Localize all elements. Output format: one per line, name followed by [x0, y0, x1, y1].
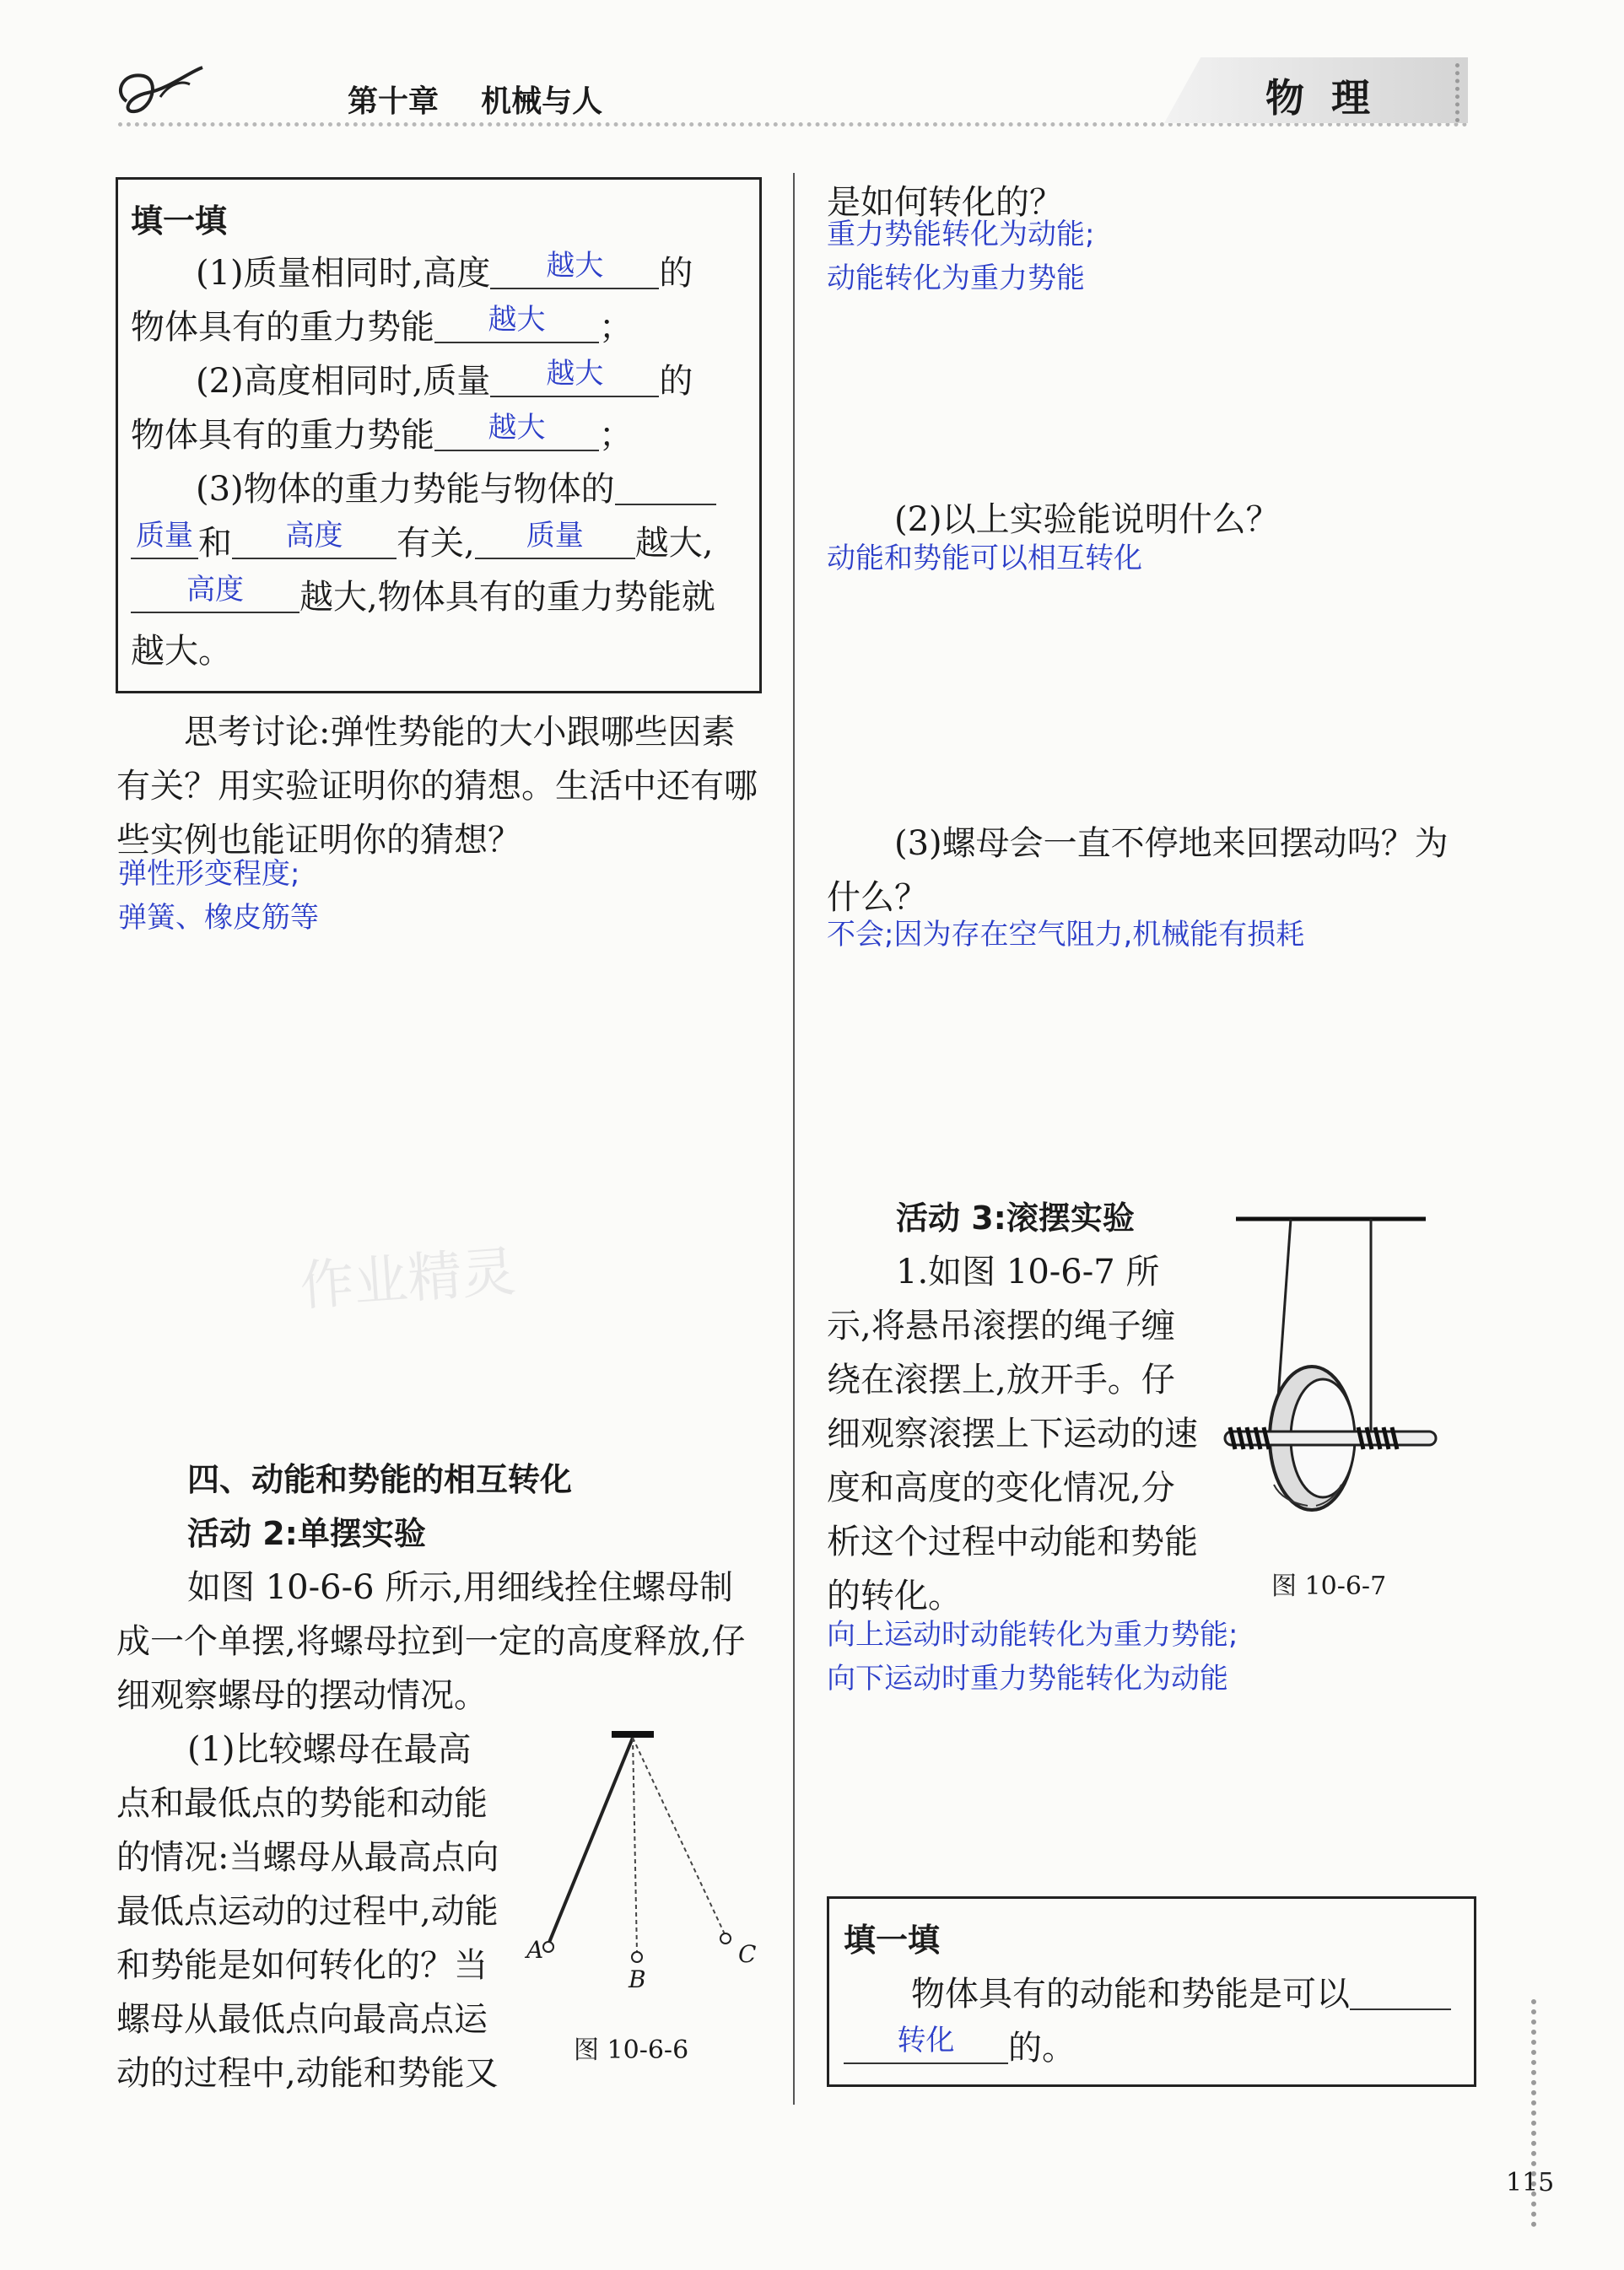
activity-2-title: 活动 2:单摆实验 — [187, 1515, 426, 1552]
blank-5[interactable]: 质量 — [131, 524, 198, 559]
question-3b: 什么？ — [827, 878, 928, 917]
box1-title: 填一填 — [131, 202, 228, 240]
blank-8[interactable]: 高度 — [131, 578, 299, 613]
discuss-line3: 些实例也能证明你的猜想？ — [116, 821, 521, 860]
answer-2: 动能和势能可以相互转化 — [827, 542, 1142, 575]
section-para-1: 如图 10-6-6 所示,用细线拴住螺母制 — [187, 1568, 733, 1607]
figure-caption-10-6-7: 图 10-6-7 — [1271, 1572, 1387, 1601]
column-divider — [793, 173, 795, 2105]
pendulum-bob-c — [720, 1933, 731, 1944]
q1-line-5: 和势能是如何转化的？当 — [116, 1946, 488, 1985]
chapter-title: 第十章 机械与人 — [348, 84, 603, 119]
box1-line2: 物体具有的重力势能 越大 ； — [131, 303, 633, 347]
box1-line7: 高度 越大,物体具有的重力势能就 — [131, 570, 715, 624]
maxwell-wheel-figure — [1215, 1206, 1451, 1518]
box1-line1: (1)质量相同时,高度 越大 的 — [196, 249, 693, 293]
blank-2[interactable]: 越大 — [434, 308, 599, 343]
watermark: 作业精灵 — [298, 1241, 518, 1318]
box2-blank-1-line[interactable] — [1350, 1975, 1451, 2010]
blank-6[interactable]: 高度 — [232, 524, 397, 559]
box1-line3: (2)高度相同时,质量 越大 的 — [196, 357, 693, 401]
page-number: 115 — [1506, 2168, 1555, 2197]
box2-blank-1[interactable]: 转化 — [844, 2029, 1008, 2064]
box2-line2: 转化 的。 — [844, 2021, 1076, 2075]
box1-line6: 质量 和 高度 有关, 质量 越大, — [131, 516, 713, 570]
activity-3-title: 活动 3:滚摆实验 — [896, 1200, 1135, 1237]
page-header — [0, 0, 1624, 143]
q1-line-7: 动的过程中,动能和势能又 — [116, 2054, 499, 2093]
right-continuation: 是如何转化的？ — [827, 183, 1063, 222]
box2-line1: 物体具有的动能和势能是可以 — [911, 1967, 1451, 2021]
answer-1a: 重力势能转化为动能; — [827, 218, 1095, 251]
pendulum-support — [612, 1731, 654, 1738]
activity-3-line-4: 细观察滚摆上下运动的速 — [827, 1415, 1198, 1453]
activity-3-line-2: 示,将悬吊滚摆的绳子缠 — [827, 1307, 1175, 1345]
activity-3-line-7: 的转化。 — [827, 1577, 962, 1615]
pendulum-label-a: A — [526, 1936, 544, 1964]
q1-line-6: 螺母从最低点向最高点运 — [116, 2000, 488, 2039]
question-2: (2)以上实验能说明什么？ — [894, 500, 1280, 539]
activity-3-answer-b: 向下运动时重力势能转化为动能 — [827, 1662, 1228, 1696]
discuss-answer-2: 弹簧、橡皮筋等 — [118, 901, 319, 935]
box2-title: 填一填 — [844, 1922, 941, 1959]
pendulum-bob-a — [543, 1942, 553, 1952]
box1-line8: 越大。 — [131, 632, 232, 671]
section-title: 四、动能和势能的相互转化 — [187, 1461, 573, 1498]
q1-line-2: 点和最低点的势能和动能 — [116, 1784, 488, 1823]
activity-3-line-5: 度和高度的变化情况,分 — [827, 1469, 1175, 1507]
blank-4[interactable]: 越大 — [434, 416, 599, 451]
activity-3-line-1: 1.如图 10-6-7 所 — [896, 1253, 1160, 1291]
answer-3: 不会;因为存在空气阻力,机械能有损耗 — [827, 918, 1305, 952]
box1-line4: 物体具有的重力势能 越大 ； — [131, 411, 633, 455]
blank-3[interactable]: 越大 — [490, 362, 659, 397]
activity-3-line-6: 析这个过程中动能和势能 — [827, 1523, 1198, 1561]
figure-caption-10-6-6: 图 10-6-6 — [574, 2035, 689, 2065]
section-para-3: 细观察螺母的摆动情况。 — [116, 1676, 488, 1715]
blank-1[interactable]: 越大 — [490, 254, 659, 289]
pendulum-label-c: C — [738, 1940, 757, 1968]
discuss-answer-1: 弹性形变程度; — [118, 857, 300, 891]
section-para-2: 成一个单摆,将螺母拉到一定的高度释放,仔 — [116, 1622, 746, 1661]
activity-3-answer-a: 向上运动时动能转化为重力势能; — [827, 1618, 1238, 1652]
discuss-line2: 有关？用实验证明你的猜想。生活中还有哪 — [116, 767, 758, 806]
pendulum-string-a — [548, 1738, 633, 1944]
activity-3-line-3: 绕在滚摆上,放开手。仔 — [827, 1361, 1175, 1399]
answer-1b: 动能转化为重力势能 — [827, 262, 1085, 295]
pendulum-bob-b — [632, 1952, 642, 1962]
q1-line-1: (1)比较螺母在最高 — [187, 1730, 472, 1769]
pendulum-string-b — [633, 1738, 637, 1953]
q1-line-4: 最低点运动的过程中,动能 — [116, 1892, 499, 1931]
pendulum-label-b: B — [629, 1965, 646, 1993]
header-logo-icon — [110, 59, 211, 127]
blank-7[interactable]: 质量 — [475, 524, 635, 559]
q1-line-3: 的情况:当螺母从最高点向 — [116, 1838, 499, 1877]
subject-tab-dots — [1455, 63, 1471, 122]
box1-line5: (3)物体的重力势能与物体的 — [196, 462, 716, 516]
blank-5-line[interactable] — [615, 470, 716, 505]
subject-title: 物 理 — [1265, 75, 1371, 121]
discuss-line1: 思考讨论:弹性势能的大小跟哪些因素 — [184, 713, 736, 752]
question-3a: (3)螺母会一直不停地来回摆动吗？为 — [894, 824, 1449, 863]
pendulum-string-c — [633, 1738, 726, 1936]
